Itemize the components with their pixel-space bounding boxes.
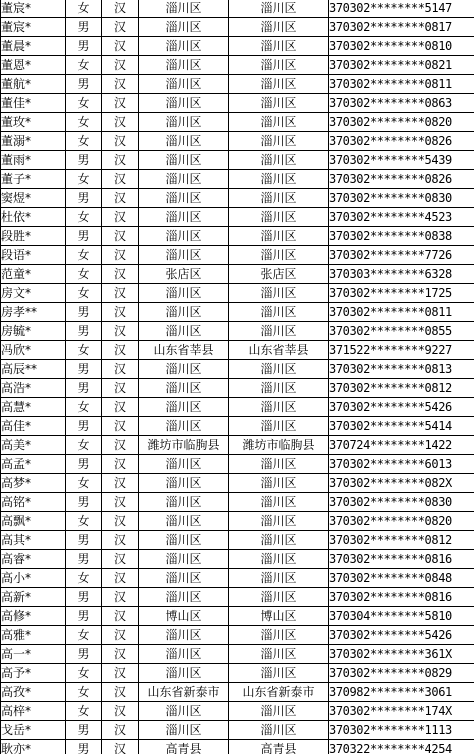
table-row: [1, 113, 474, 132]
sex-cell: 男: [66, 360, 102, 379]
ethnicity-cell: 汉: [102, 455, 139, 474]
name-cell: 高梓*: [1, 702, 66, 721]
name-cell: 房毓*: [1, 322, 66, 341]
district-cell: 淄川区: [229, 455, 329, 474]
id-number-cell: 370303********6328: [329, 265, 474, 284]
id-number-cell: 370302********5426: [329, 626, 474, 645]
ethnicity-cell: 汉: [102, 474, 139, 493]
table-row: [1, 740, 474, 754]
id-number-cell: 370302********361X: [329, 645, 474, 664]
table-row: [1, 151, 474, 170]
id-number-cell: 370302********0816: [329, 550, 474, 569]
sex-cell: 女: [66, 208, 102, 227]
birthplace-cell: 淄川区: [139, 569, 229, 588]
ethnicity-cell: 汉: [102, 721, 139, 740]
birthplace-cell: 淄川区: [139, 151, 229, 170]
ethnicity-cell: 汉: [102, 398, 139, 417]
id-number-cell: 370302********174X: [329, 702, 474, 721]
name-cell: 董晨*: [1, 37, 66, 56]
ethnicity-cell: 汉: [102, 322, 139, 341]
birthplace-cell: 淄川区: [139, 474, 229, 493]
ethnicity-cell: 汉: [102, 512, 139, 531]
district-cell: 淄川区: [229, 550, 329, 569]
district-cell: 淄川区: [229, 379, 329, 398]
birthplace-cell: 潍坊市临朐县: [139, 436, 229, 455]
sex-cell: 女: [66, 569, 102, 588]
sex-cell: 女: [66, 94, 102, 113]
ethnicity-cell: 汉: [102, 265, 139, 284]
district-cell: 淄川区: [229, 417, 329, 436]
id-number-cell: 370302********0829: [329, 664, 474, 683]
ethnicity-cell: 汉: [102, 531, 139, 550]
ethnicity-cell: 汉: [102, 189, 139, 208]
id-number-cell: 370322********4254: [329, 740, 474, 754]
birthplace-cell: 淄川区: [139, 664, 229, 683]
birthplace-cell: 淄川区: [139, 56, 229, 75]
name-cell: 高美*: [1, 436, 66, 455]
sex-cell: 男: [66, 303, 102, 322]
name-cell: 窦煜*: [1, 189, 66, 208]
id-number-cell: 370302********1113: [329, 721, 474, 740]
birthplace-cell: 淄川区: [139, 626, 229, 645]
ethnicity-cell: 汉: [102, 417, 139, 436]
table-row: [1, 550, 474, 569]
id-number-cell: 370302********0820: [329, 113, 474, 132]
table-row: [1, 417, 474, 436]
ethnicity-cell: 汉: [102, 588, 139, 607]
birthplace-cell: 淄川区: [139, 360, 229, 379]
name-cell: 高铭*: [1, 493, 66, 512]
district-cell: 淄川区: [229, 170, 329, 189]
table-row: [1, 474, 474, 493]
table-row: [1, 398, 474, 417]
birthplace-cell: 淄川区: [139, 284, 229, 303]
name-cell: 高慧*: [1, 398, 66, 417]
name-cell: 耿亦*: [1, 740, 66, 754]
sex-cell: 男: [66, 322, 102, 341]
sex-cell: 男: [66, 151, 102, 170]
name-cell: 高一*: [1, 645, 66, 664]
sex-cell: 男: [66, 721, 102, 740]
table-row: [1, 455, 474, 474]
id-number-cell: 370302********0838: [329, 227, 474, 246]
district-cell: 淄川区: [229, 284, 329, 303]
sex-cell: 男: [66, 18, 102, 37]
birthplace-cell: 淄川区: [139, 113, 229, 132]
roster-table-body: [1, 0, 474, 754]
sex-cell: 男: [66, 37, 102, 56]
birthplace-cell: 淄川区: [139, 493, 229, 512]
district-cell: 博山区: [229, 607, 329, 626]
birthplace-cell: 淄川区: [139, 37, 229, 56]
ethnicity-cell: 汉: [102, 37, 139, 56]
district-cell: 淄川区: [229, 208, 329, 227]
id-number-cell: 370302********0812: [329, 531, 474, 550]
table-row: [1, 322, 474, 341]
district-cell: 淄川区: [229, 493, 329, 512]
sex-cell: 男: [66, 493, 102, 512]
id-number-cell: 370302********0811: [329, 75, 474, 94]
ethnicity-cell: 汉: [102, 740, 139, 754]
name-cell: 冯欣*: [1, 341, 66, 360]
district-cell: 淄川区: [229, 189, 329, 208]
district-cell: 山东省莘县: [229, 341, 329, 360]
id-number-cell: 370302********5439: [329, 151, 474, 170]
ethnicity-cell: 汉: [102, 607, 139, 626]
name-cell: 范童*: [1, 265, 66, 284]
table-row: [1, 626, 474, 645]
sex-cell: 女: [66, 436, 102, 455]
ethnicity-cell: 汉: [102, 493, 139, 512]
ethnicity-cell: 汉: [102, 626, 139, 645]
id-number-cell: 370302********4523: [329, 208, 474, 227]
ethnicity-cell: 汉: [102, 550, 139, 569]
district-cell: 潍坊市临朐县: [229, 436, 329, 455]
table-row: [1, 436, 474, 455]
birthplace-cell: 山东省新泰市: [139, 683, 229, 702]
id-number-cell: 370302********0848: [329, 569, 474, 588]
id-number-cell: 370302********0821: [329, 56, 474, 75]
table-row: [1, 360, 474, 379]
name-cell: 高佳*: [1, 417, 66, 436]
birthplace-cell: 高青县: [139, 740, 229, 754]
birthplace-cell: 淄川区: [139, 208, 229, 227]
birthplace-cell: 淄川区: [139, 189, 229, 208]
ethnicity-cell: 汉: [102, 227, 139, 246]
district-cell: 淄川区: [229, 702, 329, 721]
id-number-cell: 370302********7726: [329, 246, 474, 265]
district-cell: 淄川区: [229, 227, 329, 246]
district-cell: 淄川区: [229, 512, 329, 531]
sex-cell: 男: [66, 531, 102, 550]
birthplace-cell: 淄川区: [139, 132, 229, 151]
ethnicity-cell: 汉: [102, 246, 139, 265]
sex-cell: 男: [66, 455, 102, 474]
ethnicity-cell: 汉: [102, 18, 139, 37]
id-number-cell: 370302********082X: [329, 474, 474, 493]
ethnicity-cell: 汉: [102, 569, 139, 588]
table-row: [1, 189, 474, 208]
birthplace-cell: 山东省莘县: [139, 341, 229, 360]
name-cell: 高新*: [1, 588, 66, 607]
ethnicity-cell: 汉: [102, 208, 139, 227]
ethnicity-cell: 汉: [102, 75, 139, 94]
name-cell: 高辰**: [1, 360, 66, 379]
name-cell: 房文*: [1, 284, 66, 303]
ethnicity-cell: 汉: [102, 284, 139, 303]
district-cell: 淄川区: [229, 664, 329, 683]
sex-cell: 女: [66, 702, 102, 721]
birthplace-cell: 淄川区: [139, 531, 229, 550]
birthplace-cell: 淄川区: [139, 18, 229, 37]
ethnicity-cell: 汉: [102, 436, 139, 455]
id-number-cell: 370302********0817: [329, 18, 474, 37]
district-cell: 淄川区: [229, 75, 329, 94]
table-row: [1, 379, 474, 398]
table-row: [1, 341, 474, 360]
birthplace-cell: 淄川区: [139, 303, 229, 322]
sex-cell: 男: [66, 645, 102, 664]
id-number-cell: 370302********0820: [329, 512, 474, 531]
ethnicity-cell: 汉: [102, 683, 139, 702]
sex-cell: 女: [66, 284, 102, 303]
birthplace-cell: 淄川区: [139, 588, 229, 607]
birthplace-cell: 淄川区: [139, 645, 229, 664]
ethnicity-cell: 汉: [102, 132, 139, 151]
birthplace-cell: 淄川区: [139, 550, 229, 569]
district-cell: 淄川区: [229, 0, 329, 18]
name-cell: 高梦*: [1, 474, 66, 493]
ethnicity-cell: 汉: [102, 56, 139, 75]
ethnicity-cell: 汉: [102, 341, 139, 360]
id-number-cell: 370302********0830: [329, 493, 474, 512]
district-cell: 淄川区: [229, 398, 329, 417]
birthplace-cell: 淄川区: [139, 246, 229, 265]
table-row: [1, 132, 474, 151]
id-number-cell: 370302********0855: [329, 322, 474, 341]
sex-cell: 女: [66, 0, 102, 18]
ethnicity-cell: 汉: [102, 303, 139, 322]
id-number-cell: 370304********5810: [329, 607, 474, 626]
birthplace-cell: 博山区: [139, 607, 229, 626]
sex-cell: 女: [66, 56, 102, 75]
sex-cell: 女: [66, 265, 102, 284]
district-cell: 淄川区: [229, 474, 329, 493]
id-number-cell: 371522********9227: [329, 341, 474, 360]
id-number-cell: 370302********0826: [329, 132, 474, 151]
birthplace-cell: 淄川区: [139, 398, 229, 417]
name-cell: 董宸*: [1, 0, 66, 18]
id-number-cell: 370302********0826: [329, 170, 474, 189]
birthplace-cell: 淄川区: [139, 417, 229, 436]
name-cell: 董航*: [1, 75, 66, 94]
table-row: [1, 512, 474, 531]
name-cell: 高睿*: [1, 550, 66, 569]
sex-cell: 男: [66, 379, 102, 398]
table-row: [1, 303, 474, 322]
name-cell: 高雅*: [1, 626, 66, 645]
sex-cell: 男: [66, 607, 102, 626]
district-cell: 高青县: [229, 740, 329, 754]
id-number-cell: 370302********0816: [329, 588, 474, 607]
id-number-cell: 370302********0810: [329, 37, 474, 56]
table-row: [1, 721, 474, 740]
name-cell: 董溺*: [1, 132, 66, 151]
name-cell: 高孟*: [1, 455, 66, 474]
name-cell: 高浩*: [1, 379, 66, 398]
id-number-cell: 370302********5426: [329, 398, 474, 417]
sex-cell: 女: [66, 683, 102, 702]
name-cell: 戈岳*: [1, 721, 66, 740]
name-cell: 高孜*: [1, 683, 66, 702]
name-cell: 高予*: [1, 664, 66, 683]
ethnicity-cell: 汉: [102, 0, 139, 18]
id-number-cell: 370302********0830: [329, 189, 474, 208]
district-cell: 张店区: [229, 265, 329, 284]
district-cell: 淄川区: [229, 360, 329, 379]
name-cell: 董子*: [1, 170, 66, 189]
sex-cell: 女: [66, 664, 102, 683]
table-row: [1, 531, 474, 550]
district-cell: 山东省新泰市: [229, 683, 329, 702]
district-cell: 淄川区: [229, 246, 329, 265]
name-cell: 房孝**: [1, 303, 66, 322]
ethnicity-cell: 汉: [102, 94, 139, 113]
ethnicity-cell: 汉: [102, 702, 139, 721]
birthplace-cell: 淄川区: [139, 227, 229, 246]
table-row: [1, 0, 474, 18]
table-row: [1, 265, 474, 284]
name-cell: 董佳*: [1, 94, 66, 113]
name-cell: 段语*: [1, 246, 66, 265]
table-row: [1, 284, 474, 303]
sex-cell: 男: [66, 588, 102, 607]
name-cell: 段胜*: [1, 227, 66, 246]
id-number-cell: 370302********1725: [329, 284, 474, 303]
sex-cell: 男: [66, 189, 102, 208]
id-number-cell: 370302********5414: [329, 417, 474, 436]
table-row: [1, 170, 474, 189]
sex-cell: 女: [66, 341, 102, 360]
table-row: [1, 227, 474, 246]
sex-cell: 男: [66, 740, 102, 754]
district-cell: 淄川区: [229, 588, 329, 607]
table-row: [1, 588, 474, 607]
id-number-cell: 370302********0812: [329, 379, 474, 398]
district-cell: 淄川区: [229, 531, 329, 550]
sex-cell: 女: [66, 474, 102, 493]
table-row: [1, 18, 474, 37]
id-number-cell: 370302********0863: [329, 94, 474, 113]
birthplace-cell: 淄川区: [139, 455, 229, 474]
sex-cell: 女: [66, 170, 102, 189]
table-row: [1, 683, 474, 702]
table-row: [1, 75, 474, 94]
sex-cell: 女: [66, 246, 102, 265]
id-number-cell: 370302********0813: [329, 360, 474, 379]
ethnicity-cell: 汉: [102, 645, 139, 664]
birthplace-cell: 淄川区: [139, 379, 229, 398]
district-cell: 淄川区: [229, 721, 329, 740]
table-row: [1, 493, 474, 512]
id-number-cell: 370302********0811: [329, 303, 474, 322]
table-row: [1, 94, 474, 113]
sex-cell: 女: [66, 398, 102, 417]
table-row: [1, 664, 474, 683]
district-cell: 淄川区: [229, 37, 329, 56]
name-cell: 董宸*: [1, 18, 66, 37]
district-cell: 淄川区: [229, 132, 329, 151]
birthplace-cell: 淄川区: [139, 322, 229, 341]
table-row: [1, 702, 474, 721]
ethnicity-cell: 汉: [102, 170, 139, 189]
table-row: [1, 56, 474, 75]
birthplace-cell: 张店区: [139, 265, 229, 284]
id-number-cell: 370302********5147: [329, 0, 474, 18]
district-cell: 淄川区: [229, 626, 329, 645]
name-cell: 董雨*: [1, 151, 66, 170]
sex-cell: 男: [66, 227, 102, 246]
id-number-cell: 370302********6013: [329, 455, 474, 474]
sex-cell: 男: [66, 417, 102, 436]
table-row: [1, 208, 474, 227]
name-cell: 杜依*: [1, 208, 66, 227]
birthplace-cell: 淄川区: [139, 94, 229, 113]
district-cell: 淄川区: [229, 18, 329, 37]
sex-cell: 女: [66, 626, 102, 645]
district-cell: 淄川区: [229, 303, 329, 322]
birthplace-cell: 淄川区: [139, 75, 229, 94]
district-cell: 淄川区: [229, 94, 329, 113]
name-cell: 高飘*: [1, 512, 66, 531]
sex-cell: 女: [66, 113, 102, 132]
district-cell: 淄川区: [229, 151, 329, 170]
table-row: [1, 645, 474, 664]
id-number-cell: 370982********3061: [329, 683, 474, 702]
name-cell: 董玫*: [1, 113, 66, 132]
table-row: [1, 607, 474, 626]
birthplace-cell: 淄川区: [139, 512, 229, 531]
sex-cell: 男: [66, 75, 102, 94]
district-cell: 淄川区: [229, 56, 329, 75]
name-cell: 高修*: [1, 607, 66, 626]
district-cell: 淄川区: [229, 322, 329, 341]
sex-cell: 男: [66, 550, 102, 569]
ethnicity-cell: 汉: [102, 664, 139, 683]
district-cell: 淄川区: [229, 569, 329, 588]
table-row: [1, 569, 474, 588]
table-row: [1, 37, 474, 56]
id-number-cell: 370724********1422: [329, 436, 474, 455]
table-row: [1, 246, 474, 265]
ethnicity-cell: 汉: [102, 151, 139, 170]
birthplace-cell: 淄川区: [139, 170, 229, 189]
name-cell: 董恩*: [1, 56, 66, 75]
birthplace-cell: 淄川区: [139, 0, 229, 18]
ethnicity-cell: 汉: [102, 379, 139, 398]
name-cell: 高其*: [1, 531, 66, 550]
ethnicity-cell: 汉: [102, 113, 139, 132]
birthplace-cell: 淄川区: [139, 721, 229, 740]
sex-cell: 女: [66, 132, 102, 151]
birthplace-cell: 淄川区: [139, 702, 229, 721]
ethnicity-cell: 汉: [102, 360, 139, 379]
sex-cell: 女: [66, 512, 102, 531]
district-cell: 淄川区: [229, 645, 329, 664]
name-cell: 高小*: [1, 569, 66, 588]
district-cell: 淄川区: [229, 113, 329, 132]
